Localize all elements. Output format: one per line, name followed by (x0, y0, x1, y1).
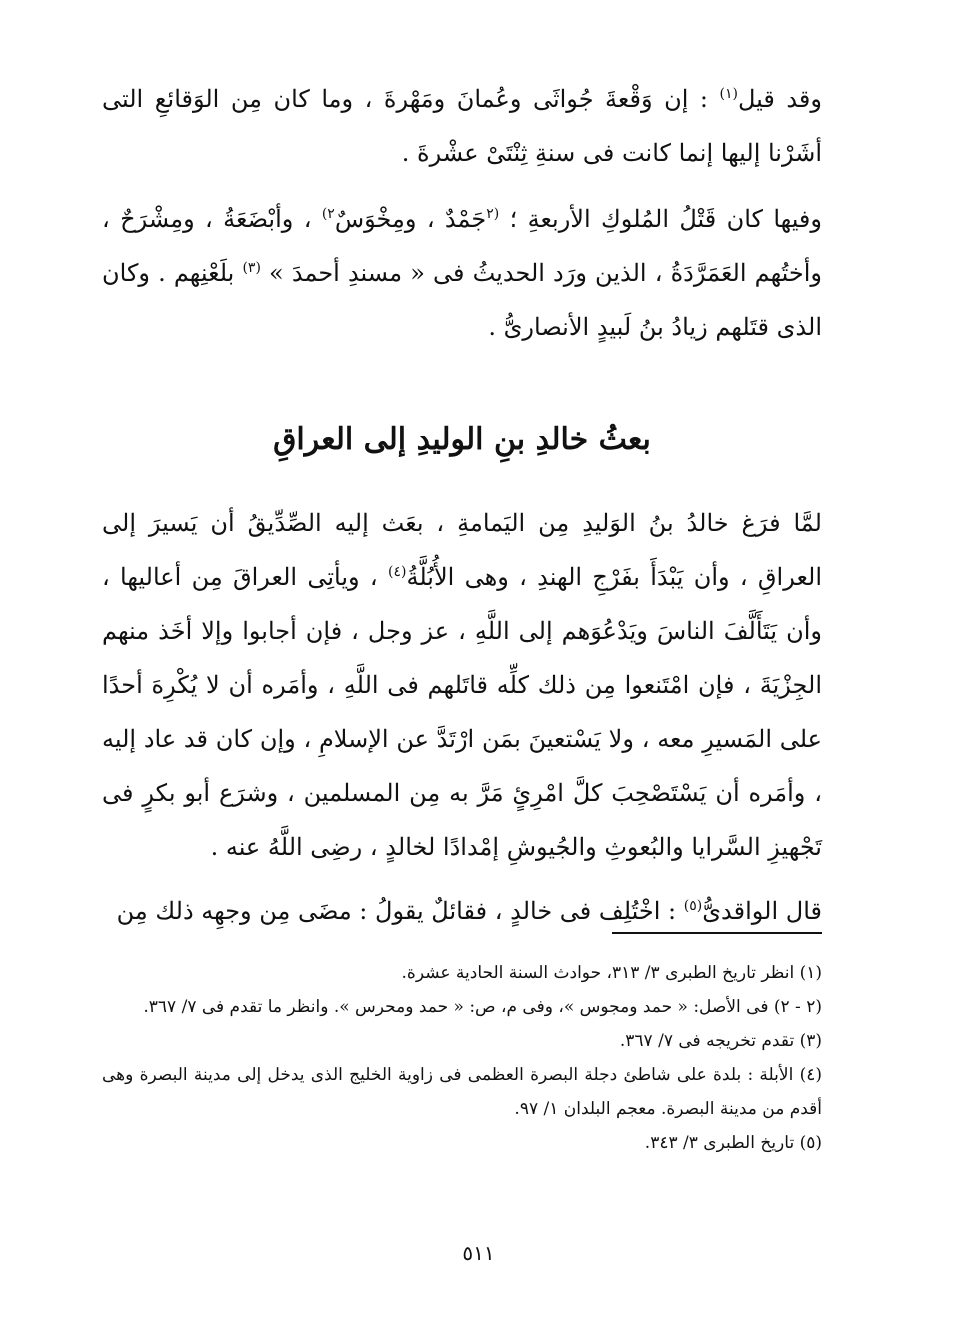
paragraph-3 (102, 496, 822, 874)
paragraph-3-text-b: ، ويأتِى العراقَ مِن أعاليها ، وأن يَتَأَلَّفَ الناسَ ويَدْعُوَهم إلى اللَّهِ ، عز وجل ، فإن أجابوا وإلا أخَذ منهم الجِزْيَةَ ، فإن امْتَنعوا مِن ذلك كلِّه قاتَلهم فى اللَّهِ ، وأمَره أن لا يُكْرِهَ أحدًا على المَسيرِ معه ، ولا يَسْتعينَ بمَن ارْتَدَّ عن الإسلامِ ، وإن كان قد عاد إليه ، وأمَره أن يَسْتَصْحِبَ كلَّ امْرِئٍ مَرَّ به مِن المسلمين ، وشرَع أبو بكرٍ فى تَجْهيزِ السَّرايا والبُعوثِ والجُيوشِ إمْدادًا لخالدٍ ، رضِى اللَّهُ عنه . (102, 563, 823, 861)
footnote-1: (١) انظر تاريخ الطبرى ٣/ ٣١٣، حوادث السنة الحادية عشرة. (401, 963, 822, 983)
paragraph-1-text-a: وقد قيل (737, 85, 822, 113)
paragraph-2-text-b: جَمْدٌ ، ومِخْوَسٌ (334, 205, 487, 233)
footnote-3: (٣) تقدم تخريجه فى ٧/ ٣٦٧. (619, 1031, 822, 1051)
paragraph-1-text-b: : إن وَقْعةَ جُواثَى وعُمانَ ومَهْرةَ ، وما كان مِن الوَقائعِ التى أشَرْنا إليها إنما كانت فى سنةِ ثِنْتَىْ عشْرةَ . (102, 85, 822, 167)
page-number: ٥١١ (462, 1241, 495, 1265)
paragraph-1 (102, 72, 822, 180)
paragraph-4-text-a: قال الواقدىُّ (702, 897, 822, 925)
footnote-ref-4[interactable]: (٤) (387, 564, 407, 580)
footnote-ref-2-close[interactable]: ٢) (321, 206, 335, 222)
paragraph-2 (102, 192, 822, 354)
footnote-ref-1[interactable]: (١) (719, 86, 738, 102)
paragraph-3-text-a: لمَّا فرَغ خالدُ بنُ الوَليدِ مِن اليَمامةِ ، بعَث إليه الصِّدِّيقُ أن يَسيرَ إلى العراقِ ، وأن يَبْدَأَ بفَرْجِ الهندِ ، وهى الأُبُلَّةُ (102, 509, 823, 591)
footnote-ref-3[interactable]: (٣) (242, 260, 261, 276)
paragraph-2-text-c: ، وأبْضَعَةُ ، ومِشْرَحٌ ، وأختُهم العَمَرَّدَةُ ، الذين ورَد الحديثُ فى « مسندِ أحمدَ » (102, 205, 823, 287)
paragraph-4-text-b: : اخْتُلِف فى خالدٍ ، فقائلٌ يقولُ : مضَى مِن وجهِه ذلك مِن (116, 897, 684, 925)
footnote-ref-5[interactable]: (٥) (683, 898, 703, 914)
footnote-separator (612, 932, 822, 934)
paragraph-2-text-d: بلَعْنِهم . وكان الذى قتَلهم زيادُ بنُ لَبيدٍ الأنصارىُّ . (102, 259, 822, 341)
footnote-ref-2-open[interactable]: (٢ (486, 206, 500, 222)
paragraph-4 (102, 884, 822, 938)
footnote-5: (٥) تاريخ الطبرى ٣/ ٣٤٣. (644, 1133, 822, 1153)
page-content (102, 72, 822, 938)
footnotes (102, 956, 822, 1160)
footnote-2: (٢ - ٢) فى الأصل: « حمد ومجوس »، وفى م، ص: « حمد ومحرس ». وانظر ما تقدم فى ٧/ ٣٦٧. (143, 997, 822, 1017)
section-heading: بعثُ خالدِ بنِ الوليدِ إلى العراقِ (273, 422, 651, 457)
footnote-4: (٤) الأبلة : بلدة على شاطئ دجلة البصرة العظمى فى زاوية الخليج الذى يدخل إلى مدينة البصرة وهى أقدم من مدينة البصرة. معجم البلدان ١/ ٩٧. (102, 1065, 822, 1119)
paragraph-2-text-a: وفيها كان قَتْلُ المُلوكِ الأربعةِ ؛ (499, 205, 822, 233)
